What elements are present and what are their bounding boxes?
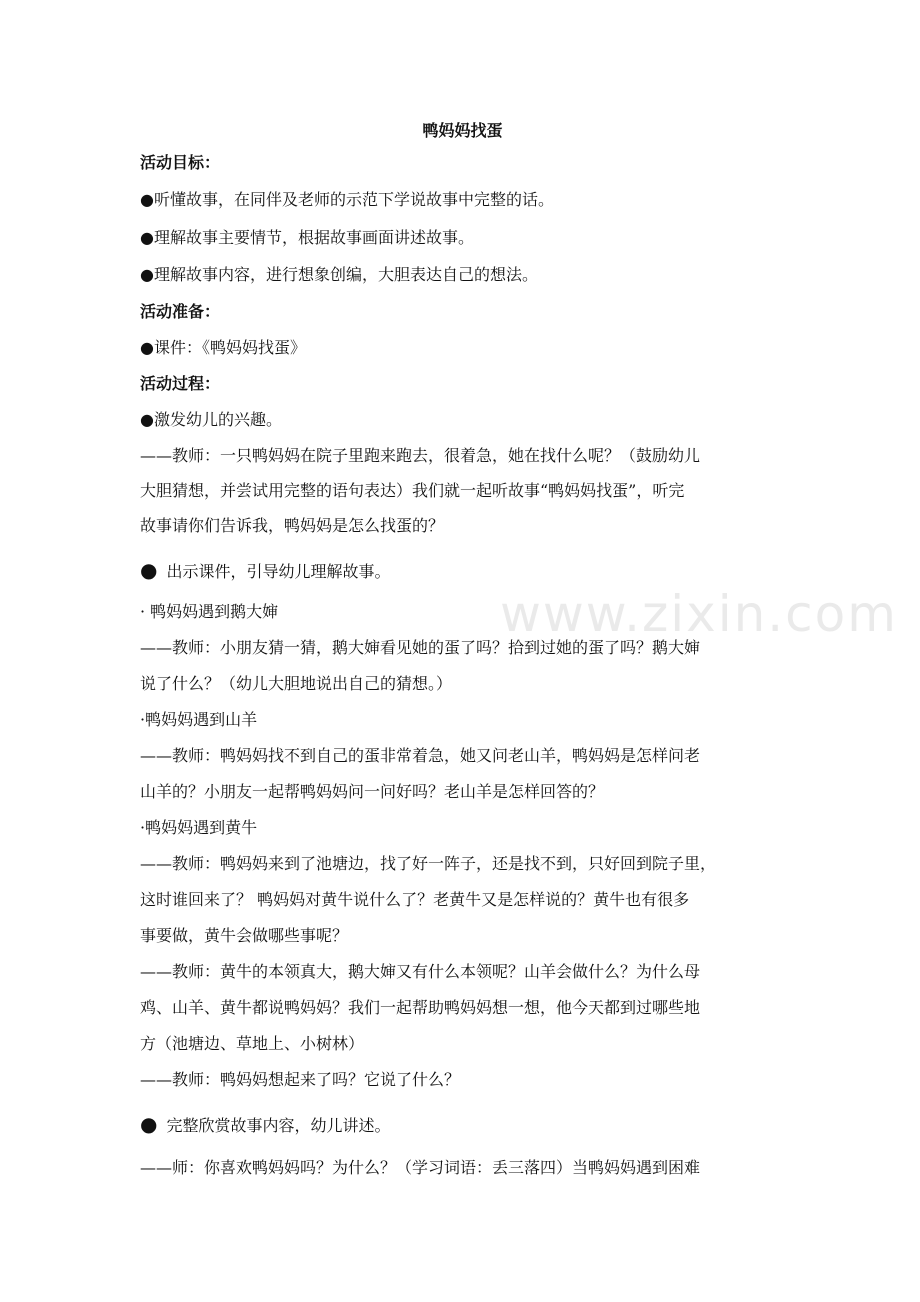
process-paragraph: ——教师：鸭妈妈来到了池塘边，找了好一阵子，还是找不到，只好回到院子里， — [140, 854, 717, 873]
process-paragraph: 这时谁回来了？ 鸭妈妈对黄牛说什么了？老黄牛又是怎样说的？黄牛也有很多 — [140, 890, 690, 909]
prep-heading: 活动准备： — [140, 302, 221, 321]
process-paragraph: 事要做，黄牛会做哪些事呢？ — [140, 926, 349, 945]
bullet-icon: ● — [140, 558, 158, 582]
document-title: 鸭妈妈找蛋 — [422, 121, 503, 140]
watermark: www.zixin.com — [500, 585, 898, 643]
prep-item-1: ●课件：《鸭妈妈找蛋》 — [140, 338, 306, 357]
process-paragraph: 故事请你们告诉我，鸭妈妈是怎么找蛋的？ — [140, 516, 445, 535]
process-bullet-paragraph — [140, 1113, 785, 1137]
goals-heading: 活动目标： — [140, 153, 221, 172]
story-subheading: · 鸭妈妈遇到鹅大婶 — [140, 602, 279, 621]
goal-item-2: ●理解故事主要情节，根据故事画面讲述故事。 — [140, 228, 474, 247]
process-paragraph: 山羊的？小朋友一起帮鸭妈妈问一问好吗？老山羊是怎样回答的？ — [140, 782, 605, 801]
process-paragraph: 说了什么？（幼儿大胆地说出自己的猜想。） — [140, 674, 453, 693]
goal-item-3: ●理解故事内容，进行想象创编，大胆表达自己的想法。 — [140, 265, 538, 284]
process-paragraph: 大胆猜想，并尝试用完整的语句表达）我们就一起听故事“鸭妈妈找蛋”，听完 — [140, 481, 685, 500]
process-paragraph-text: 完整欣赏故事内容，幼儿讲述。 — [166, 1116, 391, 1135]
goal-item-1: ●听懂故事，在同伴及老师的示范下学说故事中完整的话。 — [140, 190, 554, 209]
process-bullet-paragraph — [140, 559, 785, 583]
process-paragraph: ——教师：黄牛的本领真大，鹅大婶又有什么本领呢？山羊会做什么？为什么母 — [140, 962, 701, 981]
process-paragraph: ——教师：一只鸭妈妈在院子里跑来跑去，很着急，她在找什么呢？（鼓励幼儿 — [140, 446, 701, 465]
story-subheading: ·鸭妈妈遇到山羊 — [140, 710, 258, 729]
process-paragraph: ——师：你喜欢鸭妈妈吗？为什么？（学习词语：丢三落四）当鸭妈妈遇到困难 — [140, 1158, 701, 1177]
bullet-icon: ● — [140, 1112, 158, 1136]
process-paragraph: ——教师：小朋友猜一猜，鹅大婶看见她的蛋了吗？拾到过她的蛋了吗？鹅大婶 — [140, 638, 701, 657]
story-subheading: ·鸭妈妈遇到黄牛 — [140, 818, 258, 837]
process-paragraph: 方（池塘边、草地上、小树林） — [140, 1034, 365, 1053]
process-paragraph-text: 出示课件，引导幼儿理解故事。 — [166, 562, 391, 581]
process-paragraph: ●激发幼儿的兴趣。 — [140, 410, 282, 429]
process-paragraph: ——教师：鸭妈妈想起来了吗？它说了什么？ — [140, 1070, 461, 1089]
process-heading: 活动过程： — [140, 374, 221, 393]
process-paragraph: 鸡、山羊、黄牛都说鸭妈妈？我们一起帮助鸭妈妈想一想，他今天都到过哪些地 — [140, 998, 701, 1017]
process-paragraph: ——教师：鸭妈妈找不到自己的蛋非常着急，她又问老山羊，鸭妈妈是怎样问老 — [140, 746, 701, 765]
